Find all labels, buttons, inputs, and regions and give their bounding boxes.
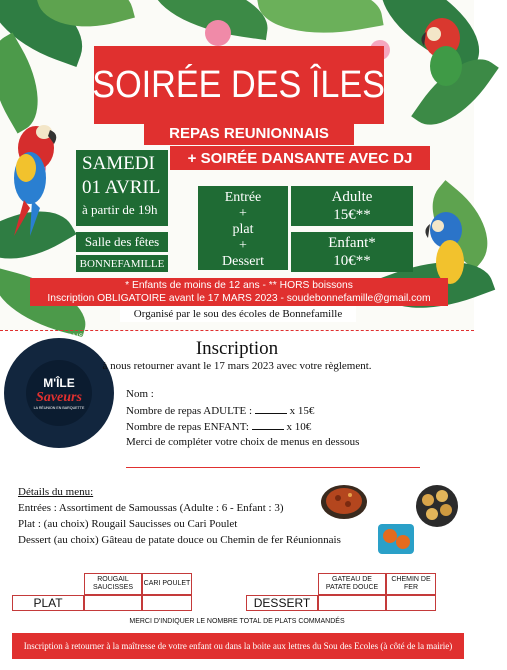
footer-banner: Inscription à retourner à la maîtresse de votre enfant ou dans la boite aux lettres du Sou des Ecoles (à côté de la mairie) (12, 633, 464, 659)
name-write-line[interactable] (126, 467, 420, 468)
child-count-row (126, 420, 311, 433)
adult-count-row (126, 404, 314, 417)
child-price: 10€** (333, 253, 371, 269)
green-parrot-illustration (410, 8, 474, 88)
adult-label: Adulte (331, 189, 373, 205)
adult-price-box (291, 186, 413, 226)
red-parrot-illustration (0, 108, 70, 238)
dessert-row-label: DESSERT (253, 596, 311, 610)
info-strip (30, 278, 448, 306)
child-count-label: Nombre de repas ENFANT: (126, 421, 249, 433)
adult-count-price: x 15€ (289, 405, 315, 417)
event-date: 01 AVRIL (82, 177, 161, 198)
logo-ring-text: TRAITEUR • FAIT MAISON • PRODUITS FRAIS • (4, 333, 169, 340)
form-subtitle: à nous retourner avant le 17 mars 2023 avec votre règlement. (102, 360, 372, 372)
event-title-banner (94, 46, 384, 124)
dessert-col-chemin (386, 573, 436, 595)
event-day: SAMEDI (82, 153, 155, 174)
plat-row-label: PLAT (33, 596, 63, 610)
plat-col-cari (142, 573, 192, 595)
menu-box (198, 186, 288, 270)
price-notes: * Enfants de moins de 12 ans - ** HORS boissons (125, 280, 353, 291)
menu-instruction: Merci de compléter votre choix de menus en dessous (126, 436, 360, 448)
organizer-text: Organisé par le sou des écoles de Bonnefamille (120, 306, 356, 322)
menu-details-title: Détails du menu: (18, 486, 94, 498)
adult-count-input[interactable] (255, 404, 287, 414)
table-note: MERCI D'INDIQUER LE NOMBRE TOTAL DE PLATS COMMANDÉS (129, 618, 345, 625)
menu-line: plat (232, 222, 254, 237)
child-label: Enfant* (328, 235, 376, 251)
cut-line (0, 330, 474, 331)
plat-col-rougail (84, 573, 142, 595)
samoussa-plate-image (414, 484, 460, 528)
logo-tagline: LA RÉUNION EN BARQUETTE (33, 406, 85, 410)
palm-leaf-decoration (256, 0, 383, 46)
dessert-gateau-quantity[interactable] (318, 595, 386, 611)
adult-count-label: Nombre de repas ADULTE : (126, 405, 253, 417)
logo-brand-bottom: Saveurs (36, 390, 82, 405)
event-poster (0, 0, 474, 330)
dessert-row-label-cell (246, 595, 318, 611)
dessert-col-gateau (318, 573, 386, 595)
adult-price: 15€** (333, 207, 371, 223)
event-time: à partir de 19h (82, 202, 158, 217)
menu-line: + (239, 206, 247, 221)
menu-line: Dessert (222, 254, 264, 269)
dessert-col-gateau-header: GATEAU DE PATATE DOUCE (325, 576, 379, 591)
menu-line: Entrée (224, 190, 262, 205)
cake-image (376, 518, 416, 558)
child-price-box (291, 232, 413, 272)
child-count-price: x 10€ (286, 421, 312, 433)
menu-dessert: Dessert (au choix) Gâteau de patate douce ou Chemin de fer Réunionnais (18, 534, 341, 546)
child-count-input[interactable] (252, 420, 284, 430)
plat-rougail-quantity[interactable] (84, 595, 142, 611)
meal-subtitle: REPAS REUNIONNAIS (144, 121, 354, 145)
registration-deadline: Inscription OBLIGATOIRE avant le 17 MARS 2023 - soudebonnefamille@gmail.com (47, 293, 431, 304)
event-venue: Salle des fêtes (76, 232, 168, 252)
dance-subtitle: + SOIRÉE DANSANTE AVEC DJ (170, 146, 430, 170)
event-title: SOIRÉE DES ÎLES (92, 63, 386, 106)
plat-row-label-cell (12, 595, 84, 611)
logo-brand-top: M'ÎLE (43, 376, 75, 390)
curry-dish-image (320, 480, 368, 520)
date-box (76, 150, 168, 226)
name-label: Nom : (126, 388, 154, 400)
flower-decoration (205, 20, 231, 46)
plat-cari-quantity[interactable] (142, 595, 192, 611)
dessert-chemin-quantity[interactable] (386, 595, 436, 611)
plat-col-cari-header: CARI POULET (143, 580, 191, 587)
form-title: Inscription (195, 338, 279, 359)
menu-starter: Entrées : Assortiment de Samoussas (Adulte : 6 - Enfant : 3) (18, 502, 284, 514)
event-town: BONNEFAMILLE (76, 255, 168, 272)
menu-main: Plat : (au choix) Rougail Saucisses ou Cari Poulet (18, 518, 238, 530)
plat-col-rougail-header: ROUGAIL SAUCISSES (92, 576, 134, 591)
dessert-col-chemin-header: CHEMIN DE FER (391, 576, 431, 591)
menu-line: + (239, 238, 247, 253)
